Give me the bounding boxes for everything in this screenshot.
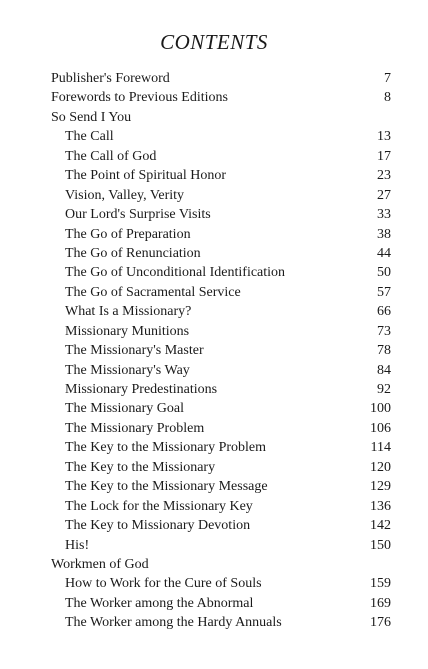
- page-title: CONTENTS: [160, 30, 268, 54]
- toc-entry-title: Publisher's Foreword: [51, 71, 170, 86]
- toc-page-number: 84: [377, 362, 391, 378]
- toc-entry: [51, 497, 391, 516]
- toc-entry: [51, 322, 391, 341]
- toc-entry: [51, 458, 391, 477]
- toc-entry: [51, 225, 391, 244]
- toc-entry: [51, 205, 391, 224]
- toc-entry-title: The Key to Missionary Devotion: [65, 518, 251, 534]
- toc-entry-title: How to Work for the Cure of Souls: [65, 576, 262, 592]
- toc-page-number: 106: [370, 420, 391, 436]
- toc-section: [51, 108, 391, 127]
- toc-section: [51, 88, 391, 107]
- toc-entry: [51, 263, 391, 282]
- toc-page-number: 7: [384, 71, 391, 86]
- table-of-contents: [51, 69, 391, 633]
- toc-entry: [51, 477, 391, 496]
- toc-entry-title: Missionary Predestinations: [65, 382, 218, 397]
- toc-page-number: 129: [370, 479, 391, 495]
- toc-entry-title: The Lock for the Missionary Key: [65, 498, 253, 514]
- toc-entry: [51, 147, 391, 166]
- toc-entry: [51, 516, 391, 535]
- toc-section: [51, 69, 391, 88]
- toc-section: [51, 555, 391, 574]
- toc-entry-title: Our Lord's Surprise Visits: [65, 207, 211, 223]
- toc-entry: [51, 186, 391, 205]
- toc-page-number: 33: [377, 207, 391, 223]
- toc-page-number: 100: [370, 401, 391, 417]
- toc-entry-title: The Key to the Missionary: [65, 459, 216, 475]
- toc-page-number: 8: [384, 90, 391, 106]
- toc-entry-title: His!: [65, 537, 90, 553]
- toc-entry: [51, 361, 391, 380]
- toc-entry: [51, 536, 391, 555]
- toc-entry-title: The Worker among the Hardy Annuals: [65, 615, 282, 631]
- toc-entry-title: The Missionary Problem: [65, 420, 205, 436]
- toc-entry: [51, 341, 391, 360]
- toc-entry-title: Forewords to Previous Editions: [51, 90, 228, 106]
- toc-page-number: 142: [370, 518, 391, 534]
- toc-page-number: 57: [377, 284, 391, 300]
- toc-entry: [51, 244, 391, 263]
- toc-entry-title: What Is a Missionary?: [65, 304, 192, 320]
- toc-page-number: 169: [370, 595, 391, 611]
- toc-entry: [51, 594, 391, 613]
- toc-page-number: 78: [377, 343, 391, 359]
- toc-page-number: 38: [377, 226, 391, 242]
- toc-page-number: 50: [377, 265, 391, 281]
- toc-page-number: 159: [370, 576, 391, 592]
- toc-entry-title: The Point of Spiritual Honor: [65, 168, 226, 184]
- toc-entry: [51, 438, 391, 457]
- toc-page-number: 27: [377, 187, 391, 203]
- toc-entry-title: Vision, Valley, Verity: [65, 187, 185, 203]
- toc-entry: [51, 302, 391, 321]
- toc-page-number: 136: [370, 498, 391, 514]
- toc-entry: [51, 574, 391, 593]
- toc-page-number: 92: [377, 382, 391, 397]
- toc-page-number: 176: [370, 615, 391, 631]
- toc-entry-title: So Send I You: [51, 109, 132, 125]
- toc-page-number: 66: [377, 304, 391, 320]
- toc-entry-title: The Go of Renunciation: [65, 245, 201, 261]
- toc-entry-title: The Key to the Missionary Problem: [65, 440, 267, 456]
- toc-entry-title: Missionary Munitions: [65, 323, 190, 339]
- toc-entry-title: The Go of Preparation: [65, 226, 191, 242]
- toc-entry-title: The Go of Unconditional Identification: [65, 265, 286, 281]
- toc-page-number: 13: [377, 129, 391, 145]
- toc-page-number: 44: [377, 245, 391, 261]
- toc-page-number: 73: [377, 323, 391, 339]
- toc-entry: [51, 419, 391, 438]
- toc-entry: [51, 613, 391, 632]
- toc-entry-title: The Call of God: [65, 148, 157, 164]
- toc-entry-title: The Missionary's Way: [65, 362, 190, 378]
- toc-entry: [51, 127, 391, 146]
- toc-entry: [51, 380, 391, 399]
- toc-entry-title: The Missionary's Master: [65, 343, 204, 359]
- toc-page-number: 114: [370, 440, 391, 456]
- toc-entry: [51, 283, 391, 302]
- toc-entry-title: The Key to the Missionary Message: [65, 479, 268, 495]
- toc-entry-title: The Go of Sacramental Service: [65, 284, 241, 300]
- toc-entry-title: Workmen of God: [51, 556, 149, 572]
- toc-entry: [51, 399, 391, 418]
- toc-entry: [51, 166, 391, 185]
- toc-entry-title: The Call: [65, 129, 114, 145]
- toc-page-number: 23: [377, 168, 391, 184]
- toc-page-number: 150: [370, 537, 391, 553]
- toc-page-number: 17: [377, 148, 391, 164]
- toc-entry-title: The Worker among the Abnormal: [65, 595, 254, 611]
- toc-entry-title: The Missionary Goal: [65, 401, 184, 417]
- toc-page-number: 120: [370, 459, 391, 475]
